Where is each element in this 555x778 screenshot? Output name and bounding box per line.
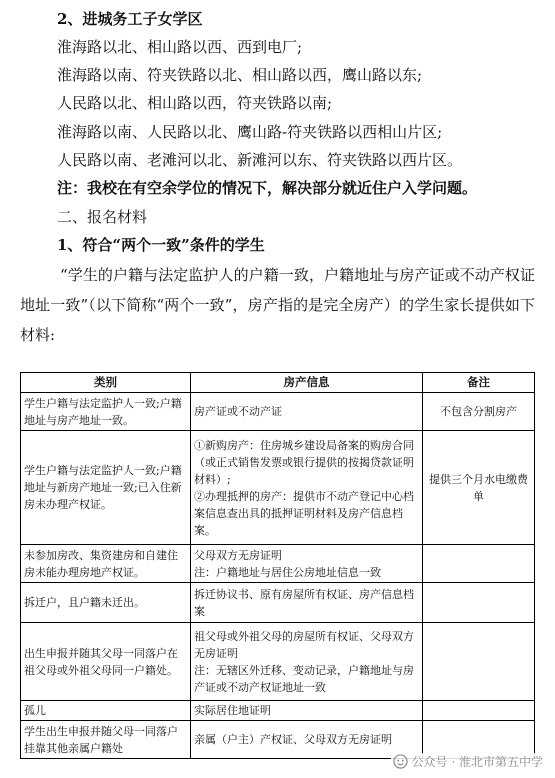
section-title: 2、进城务工子女学区 <box>57 10 203 28</box>
area-line-1: 淮海路以北、相山路以西、西到电厂; <box>57 38 303 56</box>
row-category: 学生出生申报并随父母一同落户挂靠其他亲属户籍处 <box>21 721 191 759</box>
watermark-text: 公众号 · 淮北市第五中学 <box>411 755 543 769</box>
row-info-line: ①新购房产：住房城乡建设局备案的购房合同（或正式销售发票或银行提供的按揭贷款证明材料）; <box>194 438 414 486</box>
intro-paragraph: “学生的户籍与法定监护人的户籍一致，户籍地址与房产证或不动产权证地址一致”（以下简称“两个一致”，房产指的是完全房产）的学生家长提供如下材料: <box>20 266 535 344</box>
row-category: 学生户籍与法定监护人一致;户籍地址与新房产地址一致;已入住新房未办理产权证。 <box>21 431 191 545</box>
heading-materials: 二、报名材料 <box>57 208 148 226</box>
row-info <box>191 623 423 701</box>
area-line-4: 淮海路以南、人民路以北、鹰山路-符夹铁路以西相山片区; <box>57 123 443 141</box>
header-property-info: 房产信息 <box>191 373 423 393</box>
row-note: 提供三个月水电缴费单 <box>423 431 535 545</box>
header-remarks: 备注 <box>423 373 535 393</box>
row-info-line: 注：无辖区外迁移、变动记录，户籍地址与房产证或不动产权证地址一致 <box>194 663 414 694</box>
row-info-line: 祖父母或外祖父母的房屋所有权证、父母双方无房证明 <box>194 629 414 660</box>
row-info-line: 注：户籍地址与居住公房地址信息一致 <box>194 565 381 579</box>
area-line-2: 淮海路以南、符夹铁路以北、相山路以西，鹰山路以东; <box>57 66 423 84</box>
table-row <box>21 701 535 721</box>
row-note <box>423 623 535 701</box>
table-header-row <box>21 373 535 393</box>
row-category: 学生户籍与法定监护人一致;户籍地址与房产地址一致。 <box>21 393 191 431</box>
row-category: 出生申报并随其父母一同落户在祖父母或外祖父母同一户籍处。 <box>21 623 191 701</box>
row-category: 孤儿 <box>21 701 191 721</box>
row-info <box>191 431 423 545</box>
table-row <box>21 545 535 583</box>
row-info-line: ②办理抵押的房产：提供市不动产登记中心档案信息查出具的抵押证明材料及房产信息档案。 <box>194 489 414 537</box>
row-info-line: 父母双方无房证明 <box>194 548 282 562</box>
row-info: 实际居住地证明 <box>191 701 423 721</box>
row-note <box>423 701 535 721</box>
wechat-official-account-icon <box>393 754 408 769</box>
row-info: 房产证或不动产证 <box>191 393 423 431</box>
row-note: 不包含分割房产 <box>423 393 535 431</box>
area-line-5: 人民路以南、老滩河以北、新滩河以东、符夹铁路以西片区。 <box>57 151 463 169</box>
table-row <box>21 393 535 431</box>
row-info <box>191 545 423 583</box>
table-row <box>21 623 535 701</box>
note-text: 注：我校在有空余学位的情况下，解决部分就近住户入学问题。 <box>57 179 478 197</box>
row-category: 未参加房改、集资建房和自建住房未能办理房地产权证。 <box>21 545 191 583</box>
materials-table <box>20 372 535 759</box>
row-category: 拆迁户，且户籍未迁出。 <box>21 583 191 623</box>
table-row <box>21 583 535 623</box>
area-line-3: 人民路以北、相山路以西，符夹铁路以南; <box>57 94 333 112</box>
table-row <box>21 431 535 545</box>
row-info: 亲属（户主）产权证、父母双方无房证明 <box>191 721 423 759</box>
row-note <box>423 583 535 623</box>
row-note <box>423 545 535 583</box>
heading-two-consistent: 1、符合“两个一致”条件的学生 <box>57 236 265 254</box>
header-category: 类别 <box>21 373 191 393</box>
wechat-watermark <box>391 753 545 770</box>
row-info: 拆迁协议书、原有房屋所有权证、房产信息档案 <box>191 583 423 623</box>
